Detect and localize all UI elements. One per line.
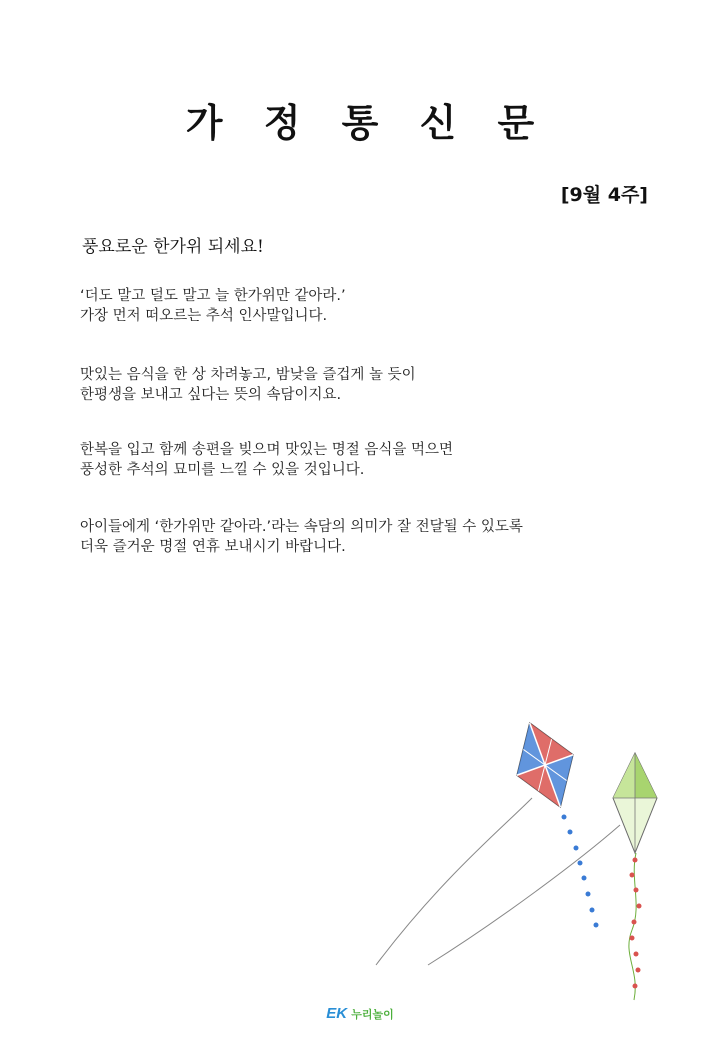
paragraph-line: 풍성한 추석의 묘미를 느낄 수 있을 것입니다. (80, 462, 365, 478)
paragraph-line: 한복을 입고 함께 송편을 빚으며 맛있는 명절 음식을 먹으면 (80, 442, 454, 458)
paragraph-line: 한평생을 보내고 싶다는 뜻의 속담이지요. (80, 387, 342, 403)
kite-green (613, 753, 657, 853)
logo-ek: EK (326, 1005, 348, 1022)
logo-brand: 누리놀이 (351, 1008, 394, 1021)
paragraph-4 (80, 517, 523, 557)
footer-logo (0, 1005, 720, 1022)
paragraph-2 (80, 365, 416, 405)
kite-string (376, 798, 532, 965)
paragraph-3 (80, 440, 453, 480)
paragraph-line: 가장 먼저 떠오르는 추석 인사말입니다. (80, 308, 328, 324)
paragraph-1 (80, 286, 346, 326)
paragraph-line: 아이들에게 ‘한가위만 같아라.’라는 속담의 의미가 잘 전달될 수 있도록 (80, 519, 523, 535)
paragraph-line: ‘더도 말고 덜도 말고 늘 한가위만 같아라.’ (80, 288, 346, 304)
paragraph-line: 더욱 즐거운 명절 연휴 보내시기 바랍니다. (80, 539, 346, 555)
kites-illustration (360, 710, 680, 1010)
kite-tail-blue (562, 815, 599, 928)
headline: 풍요로운 한가위 되세요! (82, 237, 264, 257)
week-label: [9월 4주] (560, 184, 648, 206)
paragraph-line: 맛있는 음식을 한 상 차려놓고, 밤낮을 즐겁게 놀 듯이 (80, 367, 416, 383)
kite-red-blue (501, 712, 588, 817)
page-title: 가 정 통 신 문 (185, 101, 549, 145)
kite-string (428, 825, 620, 965)
kite-tail-dots (630, 858, 642, 989)
